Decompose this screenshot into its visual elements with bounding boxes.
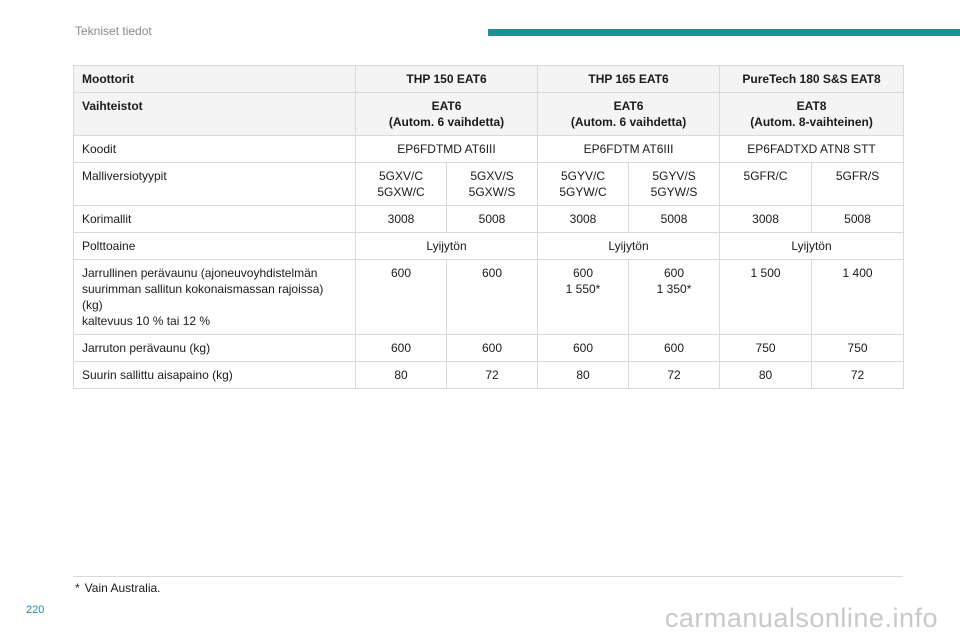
row-label: Vaihteistot bbox=[74, 93, 356, 136]
table-cell: EAT8 (Autom. 8-vaihteinen) bbox=[720, 93, 904, 136]
table-cell: 750 bbox=[812, 335, 904, 362]
row-label: Polttoaine bbox=[74, 233, 356, 260]
table-cell: 3008 bbox=[356, 206, 447, 233]
table-row-codes bbox=[74, 136, 904, 163]
table-cell: 72 bbox=[812, 362, 904, 389]
table-row-body-models bbox=[74, 206, 904, 233]
table-row-nose-weight bbox=[74, 362, 904, 389]
table-cell: 5008 bbox=[629, 206, 720, 233]
table-row-engines bbox=[74, 66, 904, 93]
table-cell: 5008 bbox=[447, 206, 538, 233]
table-cell: 600 bbox=[447, 335, 538, 362]
row-label: Suurin sallittu aisapaino (kg) bbox=[74, 362, 356, 389]
footnote-divider bbox=[73, 576, 903, 577]
table-cell: EAT6 (Autom. 6 vaihdetta) bbox=[538, 93, 720, 136]
table-cell: 600 bbox=[447, 260, 538, 335]
table-row-unbraked-trailer bbox=[74, 335, 904, 362]
table-cell: 5GFR/C bbox=[720, 163, 812, 206]
spec-table bbox=[73, 65, 904, 389]
table-cell: 600 bbox=[629, 335, 720, 362]
table-row-fuel bbox=[74, 233, 904, 260]
table-cell: 1 400 bbox=[812, 260, 904, 335]
footnote bbox=[75, 581, 161, 595]
table-cell: THP 165 EAT6 bbox=[538, 66, 720, 93]
row-label: Korimallit bbox=[74, 206, 356, 233]
table-cell: PureTech 180 S&S EAT8 bbox=[720, 66, 904, 93]
row-label: Malliversiotyypit bbox=[74, 163, 356, 206]
watermark: carmanualsonline.info bbox=[664, 603, 938, 633]
table-cell: 5GXV/S 5GXW/S bbox=[447, 163, 538, 206]
page-number: 220 bbox=[26, 604, 45, 616]
table-cell: 5GXV/C 5GXW/C bbox=[356, 163, 447, 206]
table-cell: 5008 bbox=[812, 206, 904, 233]
table-cell: 80 bbox=[538, 362, 629, 389]
table-cell: 5GYV/S 5GYW/S bbox=[629, 163, 720, 206]
table-cell: EP6FDTMD AT6III bbox=[356, 136, 538, 163]
table-row-model-versions bbox=[74, 163, 904, 206]
table-cell: 600 bbox=[538, 335, 629, 362]
table-cell: 80 bbox=[356, 362, 447, 389]
table-cell: EP6FDTM AT6III bbox=[538, 136, 720, 163]
table-cell: 72 bbox=[447, 362, 538, 389]
row-label: Moottorit bbox=[74, 66, 356, 93]
table-row-gearboxes bbox=[74, 93, 904, 136]
table-cell: THP 150 EAT6 bbox=[356, 66, 538, 93]
table-cell: 5GFR/S bbox=[812, 163, 904, 206]
table-cell: 1 500 bbox=[720, 260, 812, 335]
table-cell: 750 bbox=[720, 335, 812, 362]
footnote-text: Vain Australia. bbox=[84, 581, 161, 595]
table-cell: 5GYV/C 5GYW/C bbox=[538, 163, 629, 206]
table-cell: 600 bbox=[356, 335, 447, 362]
table-cell: EAT6 (Autom. 6 vaihdetta) bbox=[356, 93, 538, 136]
table-cell: 600 1 350* bbox=[629, 260, 720, 335]
table-cell: Lyijytön bbox=[538, 233, 720, 260]
section-title: Tekniset tiedot bbox=[75, 24, 152, 38]
row-label: Jarruton perävaunu (kg) bbox=[74, 335, 356, 362]
table-cell: EP6FADTXD ATN8 STT bbox=[720, 136, 904, 163]
table-cell: 600 1 550* bbox=[538, 260, 629, 335]
table-row-braked-trailer bbox=[74, 260, 904, 335]
table-cell: 3008 bbox=[538, 206, 629, 233]
table-cell: 80 bbox=[720, 362, 812, 389]
header-accent-bar bbox=[488, 29, 960, 36]
table-cell: 72 bbox=[629, 362, 720, 389]
footnote-mark: * bbox=[75, 581, 80, 595]
table-cell: 600 bbox=[356, 260, 447, 335]
table-cell: Lyijytön bbox=[356, 233, 538, 260]
table-cell: Lyijytön bbox=[720, 233, 904, 260]
table-cell: 3008 bbox=[720, 206, 812, 233]
row-label: Jarrullinen perävaunu (ajoneuvoyhdistelmän suurimman sallitun kokonaismassan rajoissa) (kg) kaltevuus 10 % tai 12 % bbox=[74, 260, 356, 335]
row-label: Koodit bbox=[74, 136, 356, 163]
